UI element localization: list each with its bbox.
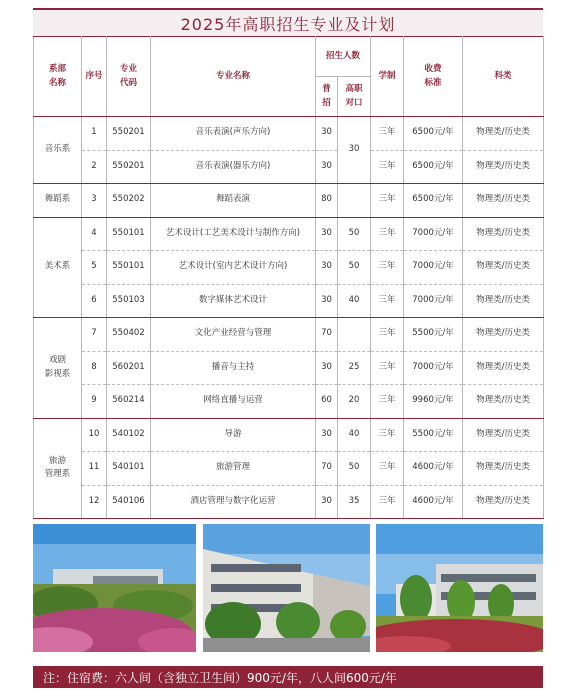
row-seq: 5 (82, 251, 107, 285)
row-fee: 5500元/年 (404, 418, 463, 452)
row-code: 550402 (107, 318, 151, 352)
campus-photo-garden (33, 524, 196, 652)
row-subject: 物理类/历史类 (463, 351, 544, 385)
row-name: 音乐表演(声乐方向) (151, 117, 316, 151)
row-fee: 7000元/年 (404, 351, 463, 385)
header-code: 专业 代码 (107, 37, 151, 117)
row-duration: 三年 (371, 251, 404, 285)
row-subject: 物理类/历史类 (463, 318, 544, 352)
campus-photos (33, 524, 543, 652)
dept-music: 音乐系 (34, 117, 82, 184)
row-duration: 三年 (371, 117, 404, 151)
row-seq: 1 (82, 117, 107, 151)
row-fee: 6500元/年 (404, 150, 463, 184)
row-name: 艺术设计(工艺美术设计与制作方向) (151, 217, 316, 251)
accommodation-note (33, 666, 543, 688)
row-duration: 三年 (371, 217, 404, 251)
enrollment-table (33, 36, 544, 519)
row-general: 30 (316, 485, 338, 519)
row-subject: 物理类/历史类 (463, 117, 544, 151)
row-vocational: 35 (338, 485, 371, 519)
row-name: 音乐表演(器乐方向) (151, 150, 316, 184)
row-code: 560214 (107, 385, 151, 419)
row-subject: 物理类/历史类 (463, 217, 544, 251)
row-fee: 6500元/年 (404, 117, 463, 151)
dept-dance: 舞蹈系 (34, 184, 82, 218)
row-code: 540106 (107, 485, 151, 519)
row-fee: 9960元/年 (404, 385, 463, 419)
row-vocational (338, 184, 371, 218)
row-vocational: 20 (338, 385, 371, 419)
header-general: 普 招 (316, 77, 338, 117)
row-seq: 2 (82, 150, 107, 184)
row-fee: 4600元/年 (404, 452, 463, 486)
row-subject: 物理类/历史类 (463, 184, 544, 218)
row-general: 30 (316, 251, 338, 285)
row-duration: 三年 (371, 452, 404, 486)
row-seq: 9 (82, 385, 107, 419)
row-code: 550201 (107, 117, 151, 151)
row-duration: 三年 (371, 351, 404, 385)
row-subject: 物理类/历史类 (463, 418, 544, 452)
row-fee: 6500元/年 (404, 184, 463, 218)
row-general: 70 (316, 452, 338, 486)
row-seq: 6 (82, 284, 107, 318)
row-fee: 7000元/年 (404, 217, 463, 251)
row-general: 60 (316, 385, 338, 419)
row-duration: 三年 (371, 184, 404, 218)
row-name: 酒店管理与数字化运营 (151, 485, 316, 519)
row-code: 550101 (107, 251, 151, 285)
row-vocational: 25 (338, 351, 371, 385)
accommodation-note-text: 注：住宿费：六人间（含独立卫生间）900元/年，八人间600元/年 (43, 670, 397, 685)
row-name: 播音与主持 (151, 351, 316, 385)
header-name: 专业名称 (151, 37, 316, 117)
row-duration: 三年 (371, 385, 404, 419)
row-duration: 三年 (371, 485, 404, 519)
row-code: 550103 (107, 284, 151, 318)
row-general: 80 (316, 184, 338, 218)
row-name: 艺术设计(室内艺术设计方向) (151, 251, 316, 285)
row-name: 数字媒体艺术设计 (151, 284, 316, 318)
header-subject: 科类 (463, 37, 544, 117)
row-seq: 11 (82, 452, 107, 486)
row-vocational: 50 (338, 217, 371, 251)
row-seq: 4 (82, 217, 107, 251)
row-subject: 物理类/历史类 (463, 452, 544, 486)
row-subject: 物理类/历史类 (463, 251, 544, 285)
dept-tourism-management: 旅游 管理系 (34, 418, 82, 519)
row-subject: 物理类/历史类 (463, 385, 544, 419)
row-fee: 5500元/年 (404, 318, 463, 352)
row-vocational: 40 (338, 284, 371, 318)
row-name: 网络直播与运营 (151, 385, 316, 419)
dept-fine-arts: 美术系 (34, 217, 82, 318)
row-general: 30 (316, 351, 338, 385)
campus-photo-flowerbed (376, 524, 543, 652)
row-seq: 7 (82, 318, 107, 352)
row-general: 30 (316, 117, 338, 151)
header-dept: 系部 名称 (34, 37, 82, 117)
title-bar (33, 8, 543, 36)
dept-drama-film: 戏剧 影视系 (34, 318, 82, 419)
row-fee: 7000元/年 (404, 251, 463, 285)
row-code: 560201 (107, 351, 151, 385)
row-vocational: 40 (338, 418, 371, 452)
row-vocational: 50 (338, 251, 371, 285)
header-vocational: 高职 对口 (338, 77, 371, 117)
row-seq: 12 (82, 485, 107, 519)
row-seq: 8 (82, 351, 107, 385)
row-duration: 三年 (371, 150, 404, 184)
row-code: 550201 (107, 150, 151, 184)
row-seq: 3 (82, 184, 107, 218)
row-seq: 10 (82, 418, 107, 452)
row-subject: 物理类/历史类 (463, 284, 544, 318)
row-general: 30 (316, 284, 338, 318)
row-general: 30 (316, 217, 338, 251)
row-duration: 三年 (371, 284, 404, 318)
row-fee: 4600元/年 (404, 485, 463, 519)
row-vocational (338, 318, 371, 352)
row-name: 文化产业经营与管理 (151, 318, 316, 352)
campus-photo-building (203, 524, 370, 652)
row-name: 舞蹈表演 (151, 184, 316, 218)
row-code: 540102 (107, 418, 151, 452)
row-fee: 7000元/年 (404, 284, 463, 318)
row-general: 30 (316, 418, 338, 452)
page-title: 2025年高职招生专业及计划 (180, 14, 396, 34)
row-duration: 三年 (371, 418, 404, 452)
header-seq: 序号 (82, 37, 107, 117)
row-subject: 物理类/历史类 (463, 150, 544, 184)
row-duration: 三年 (371, 318, 404, 352)
header-fee: 收费 标准 (404, 37, 463, 117)
header-enroll: 招生人数 (316, 37, 371, 77)
row-name: 旅游管理 (151, 452, 316, 486)
header-duration: 学制 (371, 37, 404, 117)
row-vocational: 30 (338, 117, 371, 184)
row-general: 70 (316, 318, 338, 352)
row-code: 550101 (107, 217, 151, 251)
row-code: 540101 (107, 452, 151, 486)
row-vocational: 50 (338, 452, 371, 486)
row-general: 30 (316, 150, 338, 184)
row-name: 导游 (151, 418, 316, 452)
row-subject: 物理类/历史类 (463, 485, 544, 519)
row-code: 550202 (107, 184, 151, 218)
